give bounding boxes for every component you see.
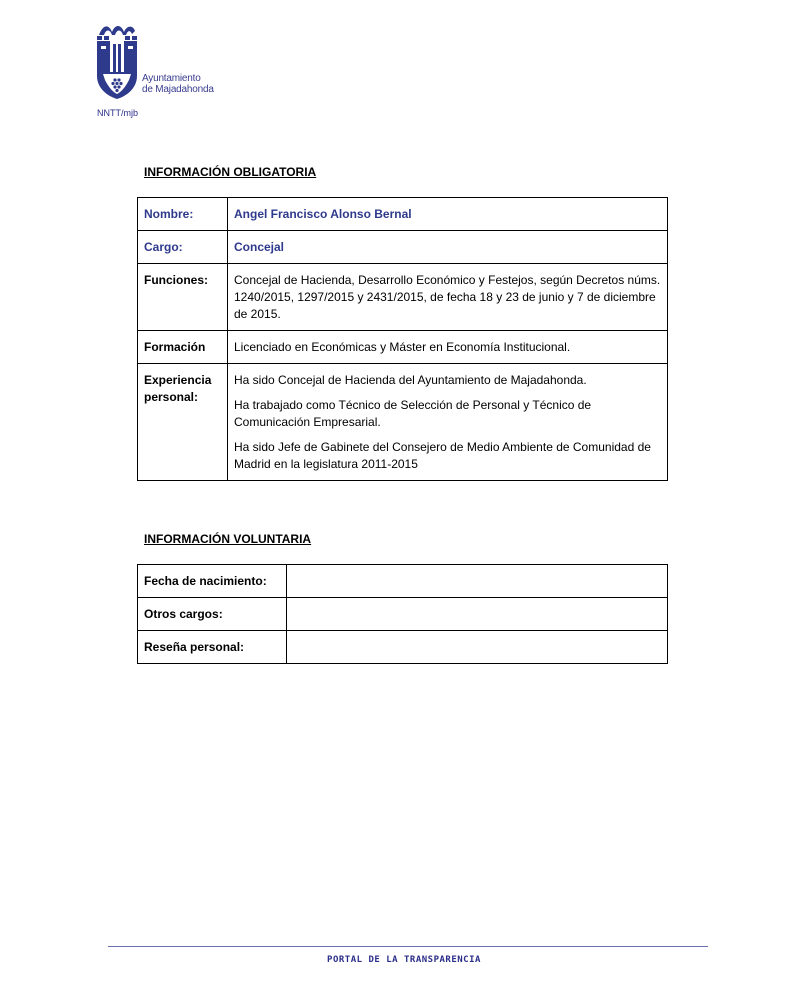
functions-value: Concejal de Hacienda, Desarrollo Económico y Festejos, según Decretos núms. 1240/2015, 1297/2015 y 2431/2015, de fecha 18 y 23 de junio y 7 de diciembre de 2015. [228,264,668,331]
education-label: Formación [138,331,228,364]
personal-review-label: Reseña personal: [138,631,287,664]
table-row [138,631,668,664]
footer-portal-text: PORTAL DE LA TRANSPARENCIA [327,955,481,965]
table-row [138,231,668,264]
table-row [138,264,668,331]
position-value: Concejal [228,231,668,264]
other-positions-value [287,598,668,631]
mandatory-info-table [137,197,668,481]
org-name-line1: Ayuntamiento [142,73,201,84]
table-row [138,198,668,231]
experience-paragraph: Ha sido Jefe de Gabinete del Consejero de Medio Ambiente de Comunidad de Madrid en la legislatura 2011-2015 [234,440,651,471]
functions-label: Funciones: [138,264,228,331]
experience-label: Experiencia personal: [138,364,228,481]
experience-paragraph: Ha sido Concejal de Hacienda del Ayuntamiento de Majadahonda. [234,373,587,387]
name-value: Angel Francisco Alonso Bernal [228,198,668,231]
birth-date-value [287,565,668,598]
birth-date-label: Fecha de nacimiento: [138,565,287,598]
personal-review-value [287,631,668,664]
org-name-line2: de Majadahonda [142,84,214,95]
table-row [138,331,668,364]
position-label: Cargo: [138,231,228,264]
experience-value [228,364,668,481]
other-positions-label: Otros cargos: [138,598,287,631]
table-row [138,565,668,598]
name-label: Nombre: [138,198,228,231]
voluntary-info-table [137,564,668,664]
table-row [138,364,668,481]
mandatory-section-title: INFORMACIÓN OBLIGATORIA [144,165,317,179]
footer-divider [108,946,708,947]
table-row [138,598,668,631]
experience-paragraph: Ha trabajado como Técnico de Selección de Personal y Técnico de Comunicación Empresarial. [234,398,592,429]
education-value: Licenciado en Económicas y Máster en Economía Institucional. [228,331,668,364]
reference-code: NNTT/mjb [97,108,138,118]
municipal-crest-icon [95,22,140,100]
voluntary-section-title: INFORMACIÓN VOLUNTARIA [144,532,312,546]
header-logo [95,22,225,102]
org-name [142,73,214,95]
